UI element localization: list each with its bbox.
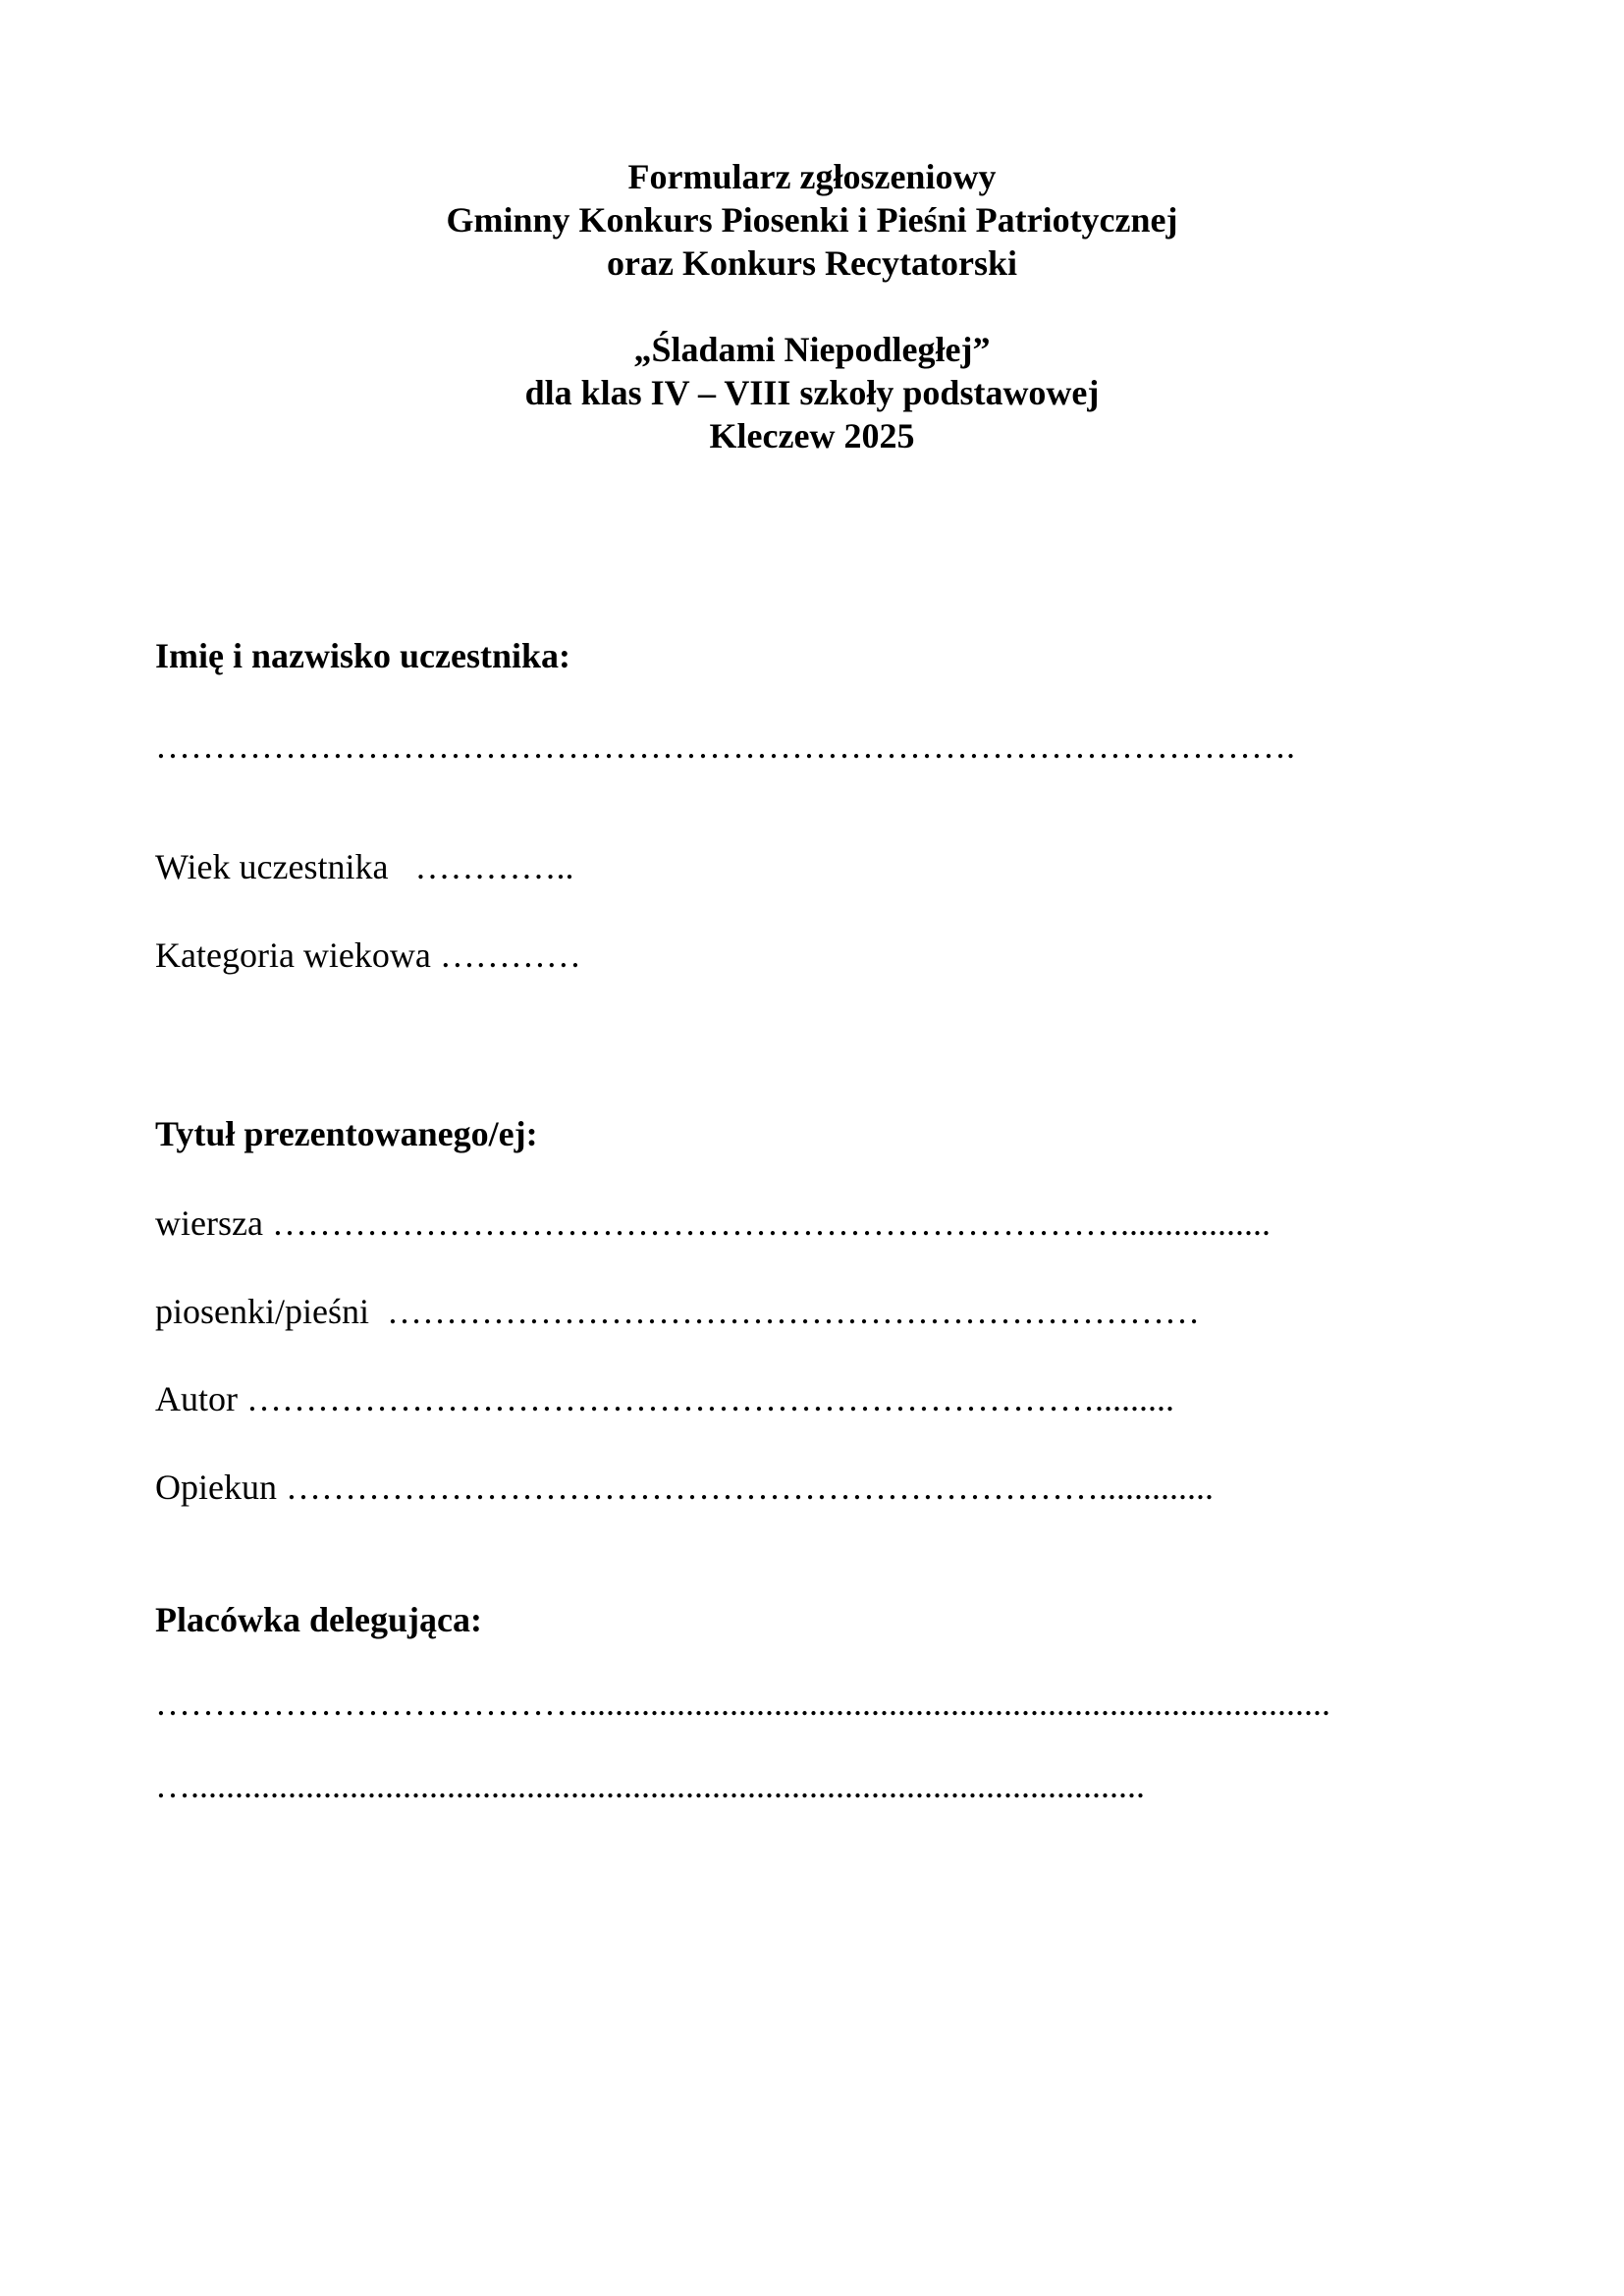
author-row xyxy=(155,1377,1174,1420)
form-title: Formularz zgłoszeniowy xyxy=(627,157,997,196)
age-category-field: ………… xyxy=(439,935,581,975)
institution-field-2: …............................................................................................................ xyxy=(155,1766,1145,1805)
poem-field: ………………………………………………………………................. xyxy=(271,1203,1271,1243)
participant-age-field: ………….. xyxy=(414,847,574,886)
guardian-label: Opiekun xyxy=(155,1468,277,1507)
header-spacer xyxy=(0,285,1624,328)
age-category-label: Kategoria wiekowa xyxy=(155,935,431,975)
author-label: Autor xyxy=(155,1379,238,1418)
author-field: ………………………………………………………………......... xyxy=(246,1379,1174,1418)
poem-row xyxy=(155,1201,1271,1245)
song-field: …………………………………………………………… xyxy=(387,1292,1200,1331)
target-classes: dla klas IV – VIII szkoły podstawowej xyxy=(524,373,1100,412)
institution-field-1: ………………………………..................................................................................... xyxy=(155,1683,1330,1723)
song-label: piosenki/pieśni xyxy=(155,1292,369,1331)
contest-name-continued: oraz Konkurs Recytatorski xyxy=(607,243,1017,283)
participant-name-label: Imię i nazwisko uczestnika: xyxy=(155,636,570,675)
participant-age-label: Wiek uczestnika xyxy=(155,847,389,886)
place-year: Kleczew 2025 xyxy=(709,416,915,455)
participant-name-field: ……………………………………………………………………………………. xyxy=(155,726,1295,766)
contest-motto: „Śladami Niepodległej” xyxy=(633,330,991,369)
document-header xyxy=(0,155,1624,457)
contest-name: Gminny Konkurs Piosenki i Pieśni Patriotycznej xyxy=(446,200,1178,240)
guardian-row xyxy=(155,1466,1214,1509)
age-category-row xyxy=(155,934,581,977)
song-row xyxy=(155,1290,1200,1333)
institution-heading: Placówka delegująca: xyxy=(155,1600,482,1639)
title-section-heading: Tytuł prezentowanego/ej: xyxy=(155,1114,538,1153)
guardian-field: ……………………………………………………………............. xyxy=(285,1468,1214,1507)
poem-label: wiersza xyxy=(155,1203,263,1243)
participant-age-row xyxy=(155,845,573,888)
